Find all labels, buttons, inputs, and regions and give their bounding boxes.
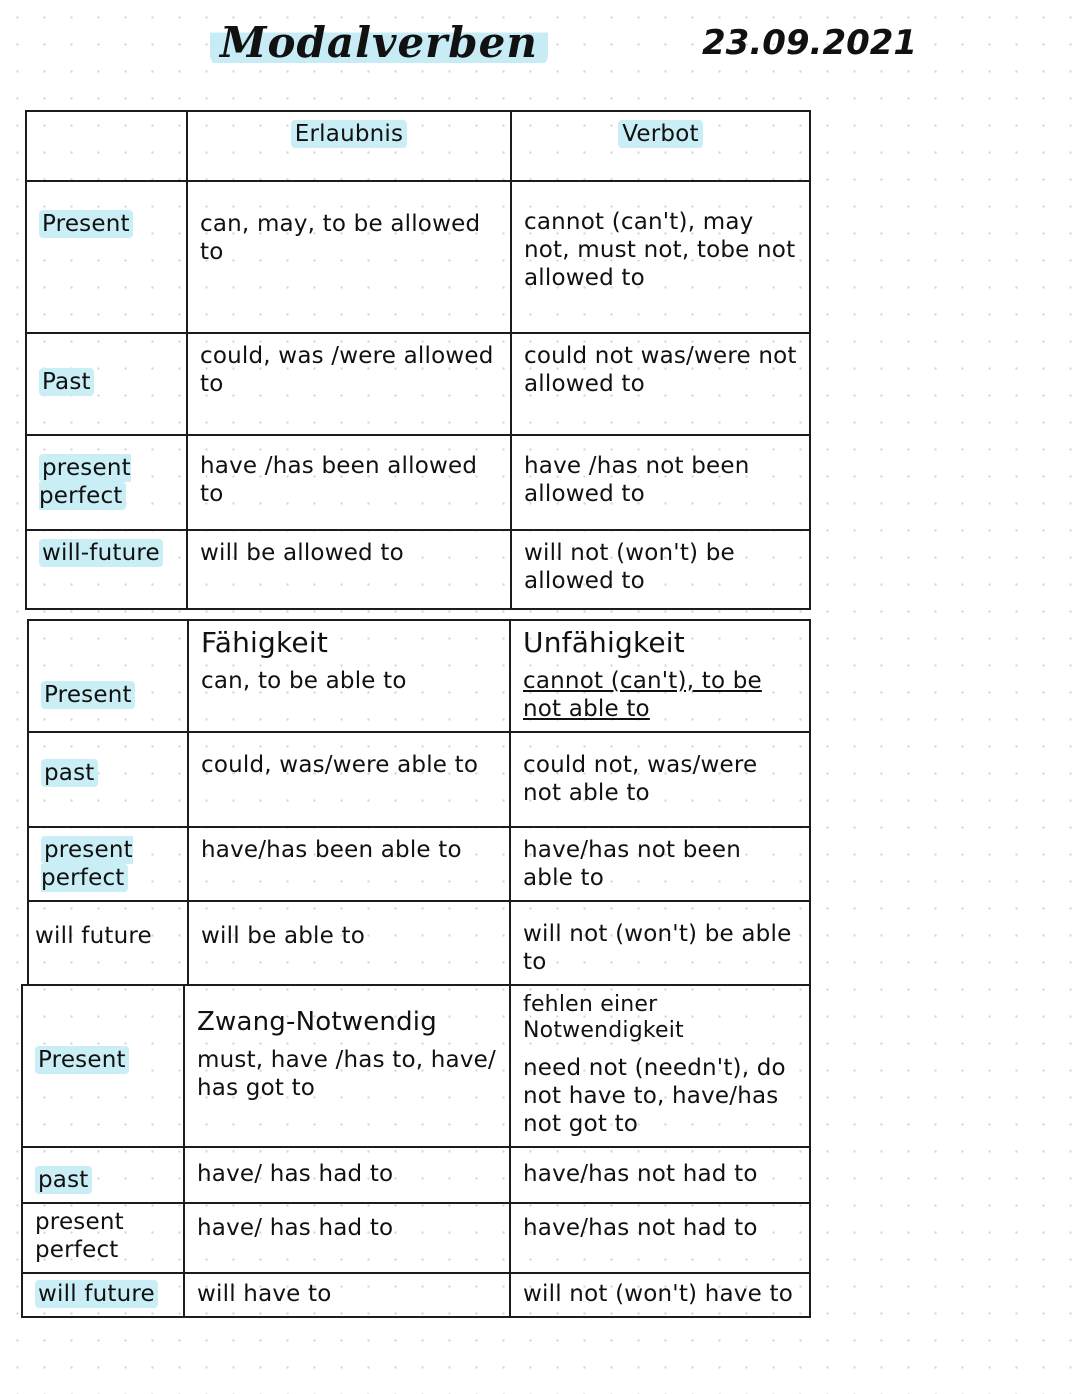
table-row: [26, 530, 810, 609]
tense-label: Past: [26, 333, 187, 435]
table-row: [22, 985, 810, 1147]
necessity-cell: have/ has had to: [184, 1203, 510, 1273]
tense-label: Present: [22, 985, 184, 1147]
inability-cell: will not (won't) be able to: [510, 901, 810, 985]
prohibition-cell: have /has not been allowed to: [511, 435, 810, 530]
inability-present: cannot (can't), to be not able to: [523, 668, 762, 722]
tense-label: will future: [28, 901, 188, 985]
no-necessity-cell: have/has not had to: [510, 1203, 810, 1273]
page-date: 23.09.2021: [702, 23, 918, 63]
table-row: [28, 901, 810, 985]
tense-label: will-future: [26, 530, 187, 609]
no-necessity-cell: [510, 985, 810, 1147]
table-header-row: [26, 111, 810, 181]
table-row: [22, 1203, 810, 1273]
tense-label: will future: [22, 1273, 184, 1317]
ability-cell: will be able to: [188, 901, 510, 985]
ability-present: can, to be able to: [201, 668, 407, 694]
table-row: [22, 1147, 810, 1203]
tense-label: present perfect: [26, 435, 187, 530]
table-row: [26, 435, 810, 530]
no-necessity-cell: have/has not had to: [510, 1147, 810, 1203]
prohibition-cell: cannot (can't), may not, must not, tobe not allowed to: [511, 181, 810, 333]
necessity-cell: have/ has had to: [184, 1147, 510, 1203]
tense-label: Present: [26, 181, 187, 333]
no-necessity-cell: will not (won't) have to: [510, 1273, 810, 1317]
permission-cell: could, was /were allowed to: [187, 333, 511, 435]
corner-cell: [26, 111, 187, 181]
tense-label: Present: [28, 620, 188, 732]
tense-label: present perfect: [22, 1203, 184, 1273]
column-header-prohibition: Verbot: [511, 111, 810, 181]
necessity-present: must, have /has to, have/ has got to: [197, 1047, 496, 1101]
table-row: [26, 181, 810, 333]
prohibition-cell: will not (won't) be allowed to: [511, 530, 810, 609]
page-title: [210, 18, 548, 67]
column-header-ability: Fähigkeit: [201, 626, 328, 659]
necessity-table: [21, 984, 811, 1318]
ability-cell: [188, 620, 510, 732]
tense-label: present perfect: [28, 827, 188, 901]
inability-cell: have/has not been able to: [510, 827, 810, 901]
ability-table: [27, 619, 811, 986]
column-header-inability: Unfähigkeit: [523, 626, 685, 659]
ability-cell: could, was/were able to: [188, 732, 510, 827]
column-header-permission: Erlaubnis: [187, 111, 511, 181]
no-necessity-present: need not (needn't), do not have to, have/has not got to: [523, 1055, 786, 1137]
table-row: [28, 732, 810, 827]
permission-cell: have /has been allowed to: [187, 435, 511, 530]
table-row: [28, 827, 810, 901]
inability-cell: could not, was/were not able to: [510, 732, 810, 827]
permission-table: [25, 110, 811, 610]
prohibition-cell: could not was/were not allowed to: [511, 333, 810, 435]
tense-label: past: [22, 1147, 184, 1203]
table-row: [26, 333, 810, 435]
column-header-no-necessity: fehlen einer Notwendigkeit: [523, 992, 684, 1043]
permission-cell: can, may, to be allowed to: [187, 181, 511, 333]
tense-label: past: [28, 732, 188, 827]
title-text: Modalverben: [210, 18, 548, 67]
table-row: [28, 620, 810, 732]
permission-cell: will be allowed to: [187, 530, 511, 609]
inability-cell: [510, 620, 810, 732]
ability-cell: have/has been able to: [188, 827, 510, 901]
necessity-cell: [184, 985, 510, 1147]
necessity-cell: will have to: [184, 1273, 510, 1317]
table-row: [22, 1273, 810, 1317]
column-header-necessity: Zwang-Notwendig: [197, 1007, 437, 1037]
